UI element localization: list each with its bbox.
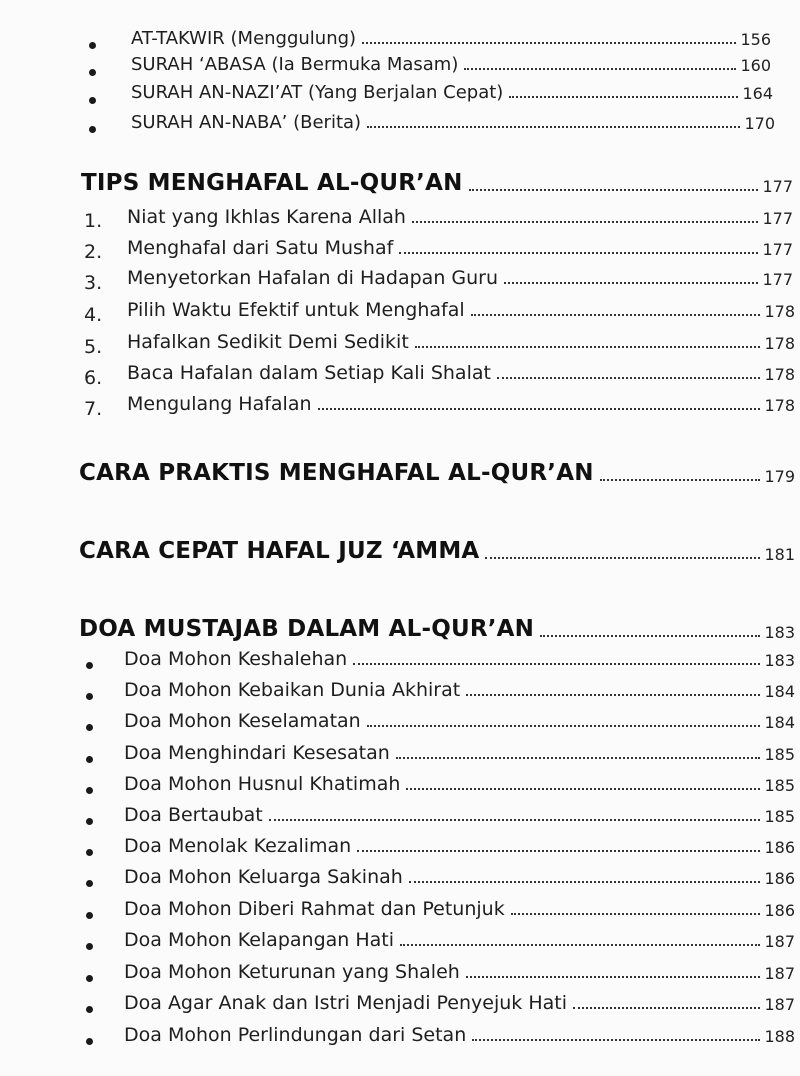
toc-entry[interactable] — [131, 54, 771, 75]
leader-dots — [400, 944, 760, 946]
entry-label: SURAH AN-NABA’ (Berita) — [131, 112, 362, 133]
bullet-icon — [86, 975, 93, 982]
bullet-icon — [86, 1038, 93, 1045]
entry-label: Doa Mohon Keselamatan — [124, 710, 361, 732]
toc-entry[interactable] — [124, 992, 795, 1014]
entry-page: 187 — [764, 932, 795, 951]
entry-page: 185 — [764, 776, 795, 795]
leader-dots — [509, 96, 738, 98]
section-heading-doa[interactable] — [79, 616, 795, 642]
entry-label: Pilih Waktu Efektif untuk Menghafal — [127, 299, 465, 321]
bullet-icon — [89, 97, 96, 104]
entry-label: Doa Bertaubat — [124, 804, 263, 826]
toc-entry[interactable] — [124, 648, 795, 670]
toc-entry[interactable] — [127, 237, 793, 259]
toc-entry[interactable] — [127, 267, 793, 289]
entry-page: 177 — [762, 240, 793, 259]
entry-page: 177 — [762, 270, 793, 289]
heading-label: DOA MUSTAJAB DALAM AL-QUR’AN — [79, 616, 535, 642]
entry-page: 184 — [764, 713, 795, 732]
entry-page: 187 — [764, 964, 795, 983]
bullet-icon — [89, 126, 96, 133]
toc-entry[interactable] — [124, 679, 795, 701]
entry-page: 185 — [764, 745, 795, 764]
item-number: 4. — [84, 304, 103, 326]
entry-label: Menyetorkan Hafalan di Hadapan Guru — [127, 267, 499, 289]
bullet-icon — [86, 912, 93, 919]
entry-page: 164 — [742, 84, 773, 103]
toc-entry[interactable] — [124, 835, 795, 857]
entry-page: 170 — [744, 114, 775, 133]
heading-page: 179 — [764, 467, 795, 486]
section-heading-tips[interactable] — [81, 170, 793, 196]
entry-label: Doa Menolak Kezaliman — [124, 835, 352, 857]
leader-dots — [469, 189, 759, 191]
entry-label: AT-TAKWIR (Menggulung) — [131, 28, 357, 49]
heading-page: 177 — [762, 177, 793, 196]
bullet-icon — [89, 42, 96, 49]
leader-dots — [511, 913, 761, 915]
leader-dots — [367, 126, 740, 128]
entry-page: 184 — [764, 682, 795, 701]
toc-entry[interactable] — [124, 804, 795, 826]
entry-label: Doa Mohon Husnul Khatimah — [124, 773, 401, 795]
bullet-icon — [86, 818, 93, 825]
toc-entry[interactable] — [127, 206, 793, 228]
entry-label: Menghafal dari Satu Mushaf — [127, 237, 394, 259]
heading-page: 181 — [764, 545, 795, 564]
leader-dots — [367, 725, 761, 727]
leader-dots — [353, 663, 760, 665]
leader-dots — [362, 42, 736, 44]
toc-entry[interactable] — [127, 299, 795, 321]
item-number: 3. — [84, 272, 103, 294]
entry-label: Hafalkan Sedikit Demi Sedikit — [127, 331, 409, 353]
heading-label: TIPS MENGHAFAL AL-QUR’AN — [81, 170, 463, 196]
toc-entry[interactable] — [124, 710, 795, 732]
entry-page: 178 — [764, 334, 795, 353]
leader-dots — [396, 757, 761, 759]
leader-dots — [464, 68, 736, 70]
entry-label: Doa Agar Anak dan Istri Menjadi Penyejuk Hati — [124, 992, 567, 1014]
bullet-icon — [86, 724, 93, 731]
entry-page: 186 — [764, 901, 795, 920]
toc-entry[interactable] — [124, 1024, 795, 1046]
toc-entry[interactable] — [124, 742, 795, 764]
bullet-icon — [86, 787, 93, 794]
entry-label: Doa Mohon Keluarga Sakinah — [124, 866, 403, 888]
toc-entry[interactable] — [131, 28, 771, 49]
entry-page: 160 — [740, 56, 771, 75]
entry-page: 156 — [740, 30, 771, 49]
leader-dots — [540, 635, 760, 637]
toc-entry[interactable] — [127, 362, 795, 384]
entry-label: SURAH AN-NAZI’AT (Yang Berjalan Cepat) — [131, 82, 504, 103]
entry-page: 186 — [764, 869, 795, 888]
bullet-icon — [86, 943, 93, 950]
toc-entry[interactable] — [124, 929, 795, 951]
entry-label: Doa Mohon Keturunan yang Shaleh — [124, 961, 460, 983]
bullet-icon — [86, 756, 93, 763]
bullet-icon — [86, 1006, 93, 1013]
entry-label: Doa Menghindari Kesesatan — [124, 742, 390, 764]
entry-label: Doa Mohon Keshalehan — [124, 648, 348, 670]
leader-dots — [600, 479, 761, 481]
entry-label: Niat yang Ikhlas Karena Allah — [127, 206, 406, 228]
item-number: 5. — [84, 336, 103, 358]
toc-entry[interactable] — [127, 331, 795, 353]
leader-dots — [504, 282, 758, 284]
toc-entry[interactable] — [124, 961, 795, 983]
toc-entry[interactable] — [124, 898, 795, 920]
toc-entry[interactable] — [124, 866, 795, 888]
toc-entry[interactable] — [131, 82, 773, 103]
leader-dots — [357, 850, 760, 852]
entry-label: Doa Mohon Perlindungan dari Setan — [124, 1024, 467, 1046]
entry-page: 178 — [764, 365, 795, 384]
toc-entry[interactable] — [131, 112, 775, 133]
heading-page: 183 — [764, 623, 795, 642]
leader-dots — [409, 881, 761, 883]
leader-dots — [485, 557, 760, 559]
toc-entry[interactable] — [124, 773, 795, 795]
leader-dots — [472, 1039, 760, 1041]
toc-entry[interactable] — [127, 393, 795, 415]
bullet-icon — [86, 849, 93, 856]
item-number: 6. — [84, 367, 103, 389]
entry-label: Doa Mohon Kelapangan Hati — [124, 929, 395, 951]
leader-dots — [399, 252, 758, 254]
entry-label: SURAH ‘ABASA (Ia Bermuka Masam) — [131, 54, 459, 75]
entry-page: 188 — [764, 1027, 795, 1046]
section-heading-cara-cepat[interactable] — [79, 538, 795, 564]
leader-dots — [466, 976, 761, 978]
entry-label: Baca Hafalan dalam Setiap Kali Shalat — [127, 362, 491, 384]
bullet-icon — [86, 693, 93, 700]
entry-page: 177 — [762, 209, 793, 228]
entry-page: 185 — [764, 807, 795, 826]
entry-label: Mengulang Hafalan — [127, 393, 312, 415]
item-number: 2. — [84, 241, 103, 263]
leader-dots — [573, 1007, 760, 1009]
heading-label: CARA CEPAT HAFAL JUZ ‘AMMA — [79, 538, 480, 564]
leader-dots — [412, 221, 758, 223]
entry-page: 178 — [764, 302, 795, 321]
bullet-icon — [86, 880, 93, 887]
leader-dots — [415, 346, 761, 348]
leader-dots — [466, 694, 760, 696]
entry-page: 178 — [764, 396, 795, 415]
section-heading-cara-praktis[interactable] — [79, 460, 795, 486]
entry-label: Doa Mohon Diberi Rahmat dan Petunjuk — [124, 898, 505, 920]
bullet-icon — [86, 662, 93, 669]
heading-label: CARA PRAKTIS MENGHAFAL AL-QUR’AN — [79, 460, 594, 486]
leader-dots — [318, 408, 761, 410]
leader-dots — [269, 819, 761, 821]
item-number: 1. — [84, 210, 103, 232]
bullet-icon — [89, 69, 96, 76]
item-number: 7. — [84, 398, 103, 420]
entry-page: 183 — [764, 651, 795, 670]
entry-label: Doa Mohon Kebaikan Dunia Akhirat — [124, 679, 461, 701]
entry-page: 187 — [764, 995, 795, 1014]
leader-dots — [406, 788, 760, 790]
entry-page: 186 — [764, 838, 795, 857]
leader-dots — [497, 377, 761, 379]
leader-dots — [471, 314, 761, 316]
